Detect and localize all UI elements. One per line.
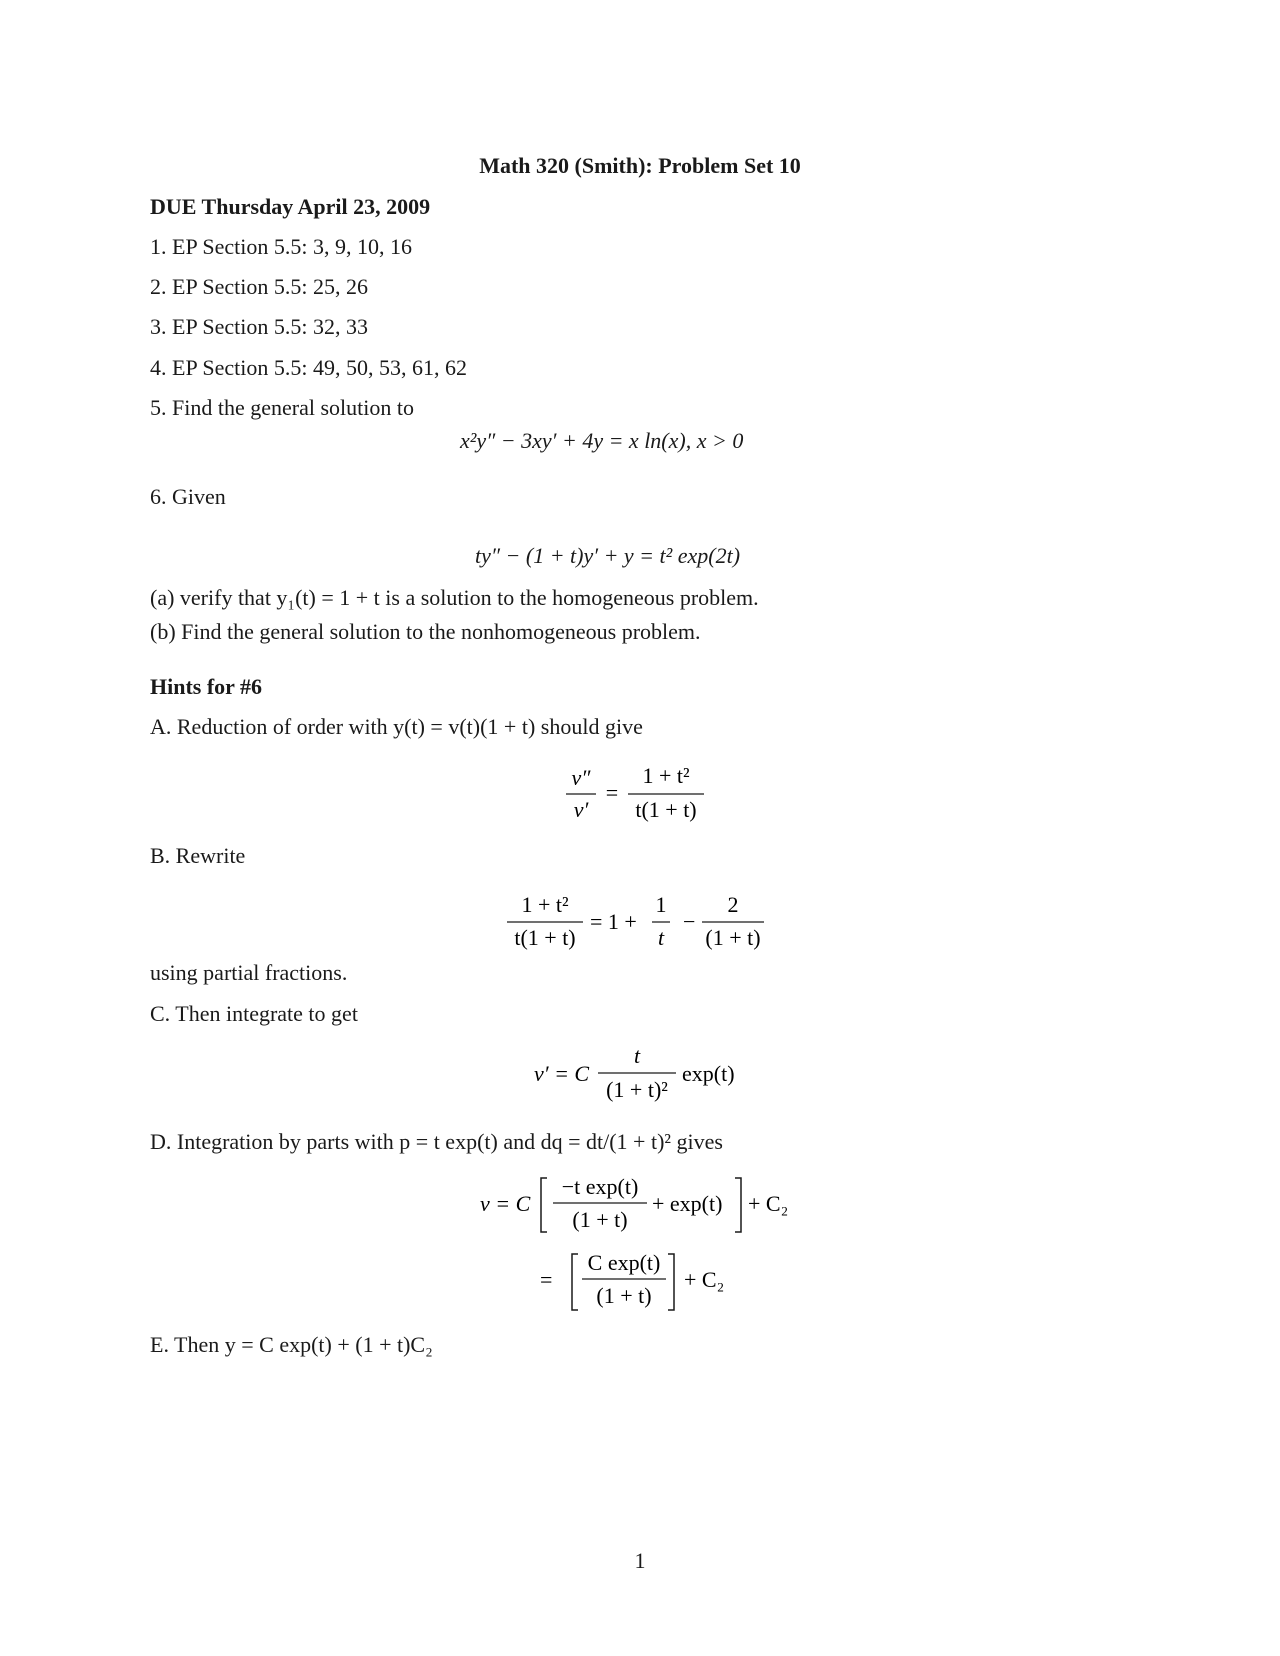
hint-d1-den: (1 + t) xyxy=(572,1207,628,1232)
hint-b-f1-num: 1 xyxy=(655,892,667,917)
hint-c-den: (1 + t)² xyxy=(606,1077,668,1102)
hint-d2-c2: + C₂ xyxy=(684,1267,725,1292)
problem-6-part-a: (a) verify that y₁(t) = 1 + t is a solution to the homogeneous problem. xyxy=(150,585,759,610)
hint-b-lhs-den: t(1 + t) xyxy=(514,925,576,950)
hint-c: C. Then integrate to get xyxy=(150,1001,358,1026)
hint-b: B. Rewrite xyxy=(150,843,246,868)
equation-problem-5: x²y″ − 3xy′ + 4y = x ln(x), x > 0 xyxy=(460,428,744,453)
page-title: Math 320 (Smith): Problem Set 10 xyxy=(479,153,801,178)
hint-d2-eq: = xyxy=(540,1267,553,1292)
problem-6-part-b: (b) Find the general solution to the nonhomogeneous problem. xyxy=(150,619,701,644)
hint-b-mid: = 1 + xyxy=(590,909,637,934)
equation-hint-d-2 xyxy=(540,1250,724,1310)
hint-b-f2-den: (1 + t) xyxy=(705,925,761,950)
hint-a-lhs-den: v′ xyxy=(573,797,589,822)
hint-d2-num: C exp(t) xyxy=(587,1250,661,1275)
problem-5: 5. Find the general solution to xyxy=(150,395,414,420)
svg-text:=: = xyxy=(605,780,619,805)
hint-b-f1-den: t xyxy=(657,925,665,950)
hint-d1-num: −t exp(t) xyxy=(561,1174,639,1199)
hint-c-tail: exp(t) xyxy=(682,1061,735,1086)
hint-d1-tail: + exp(t) xyxy=(652,1191,723,1216)
hint-d: D. Integration by parts with p = t exp(t) and dq = dt/(1 + t)² gives xyxy=(150,1129,723,1154)
hint-a: A. Reduction of order with y(t) = v(t)(1 + t) should give xyxy=(150,714,643,739)
equation-hint-a xyxy=(566,763,704,822)
svg-text:−: − xyxy=(683,909,696,934)
due-date: DUE Thursday April 23, 2009 xyxy=(150,194,431,219)
hint-a-rhs-num: 1 + t² xyxy=(642,763,690,788)
hint-b-after: using partial fractions. xyxy=(150,960,348,985)
hint-d2-den: (1 + t) xyxy=(596,1283,652,1308)
page-number: 1 xyxy=(634,1548,646,1573)
equation-hint-d-1 xyxy=(480,1174,788,1232)
hint-b-f2-num: 2 xyxy=(727,892,739,917)
hint-b-lhs-num: 1 + t² xyxy=(521,892,569,917)
problem-3: 3. EP Section 5.5: 32, 33 xyxy=(150,314,368,339)
equation-hint-c xyxy=(534,1043,735,1102)
hint-e: E. Then y = C exp(t) + (1 + t)C₂ xyxy=(150,1332,433,1357)
hint-c-num: t xyxy=(633,1043,641,1068)
problem-2: 2. EP Section 5.5: 25, 26 xyxy=(150,274,368,299)
problem-4: 4. EP Section 5.5: 49, 50, 53, 61, 62 xyxy=(150,355,467,380)
hint-d1-lhs: v = C xyxy=(480,1191,531,1216)
hint-c-lhs: v′ = C xyxy=(534,1061,590,1086)
hints-heading: Hints for #6 xyxy=(150,674,263,699)
problem-1: 1. EP Section 5.5: 3, 9, 10, 16 xyxy=(150,234,412,259)
equation-problem-6: ty″ − (1 + t)y′ + y = t² exp(2t) xyxy=(475,543,741,568)
problem-6: 6. Given xyxy=(150,484,226,509)
hint-a-lhs-num: v″ xyxy=(571,765,591,790)
hint-d1-c2: + C₂ xyxy=(748,1191,789,1216)
hint-a-rhs-den: t(1 + t) xyxy=(635,797,697,822)
equation-hint-b xyxy=(507,892,764,950)
